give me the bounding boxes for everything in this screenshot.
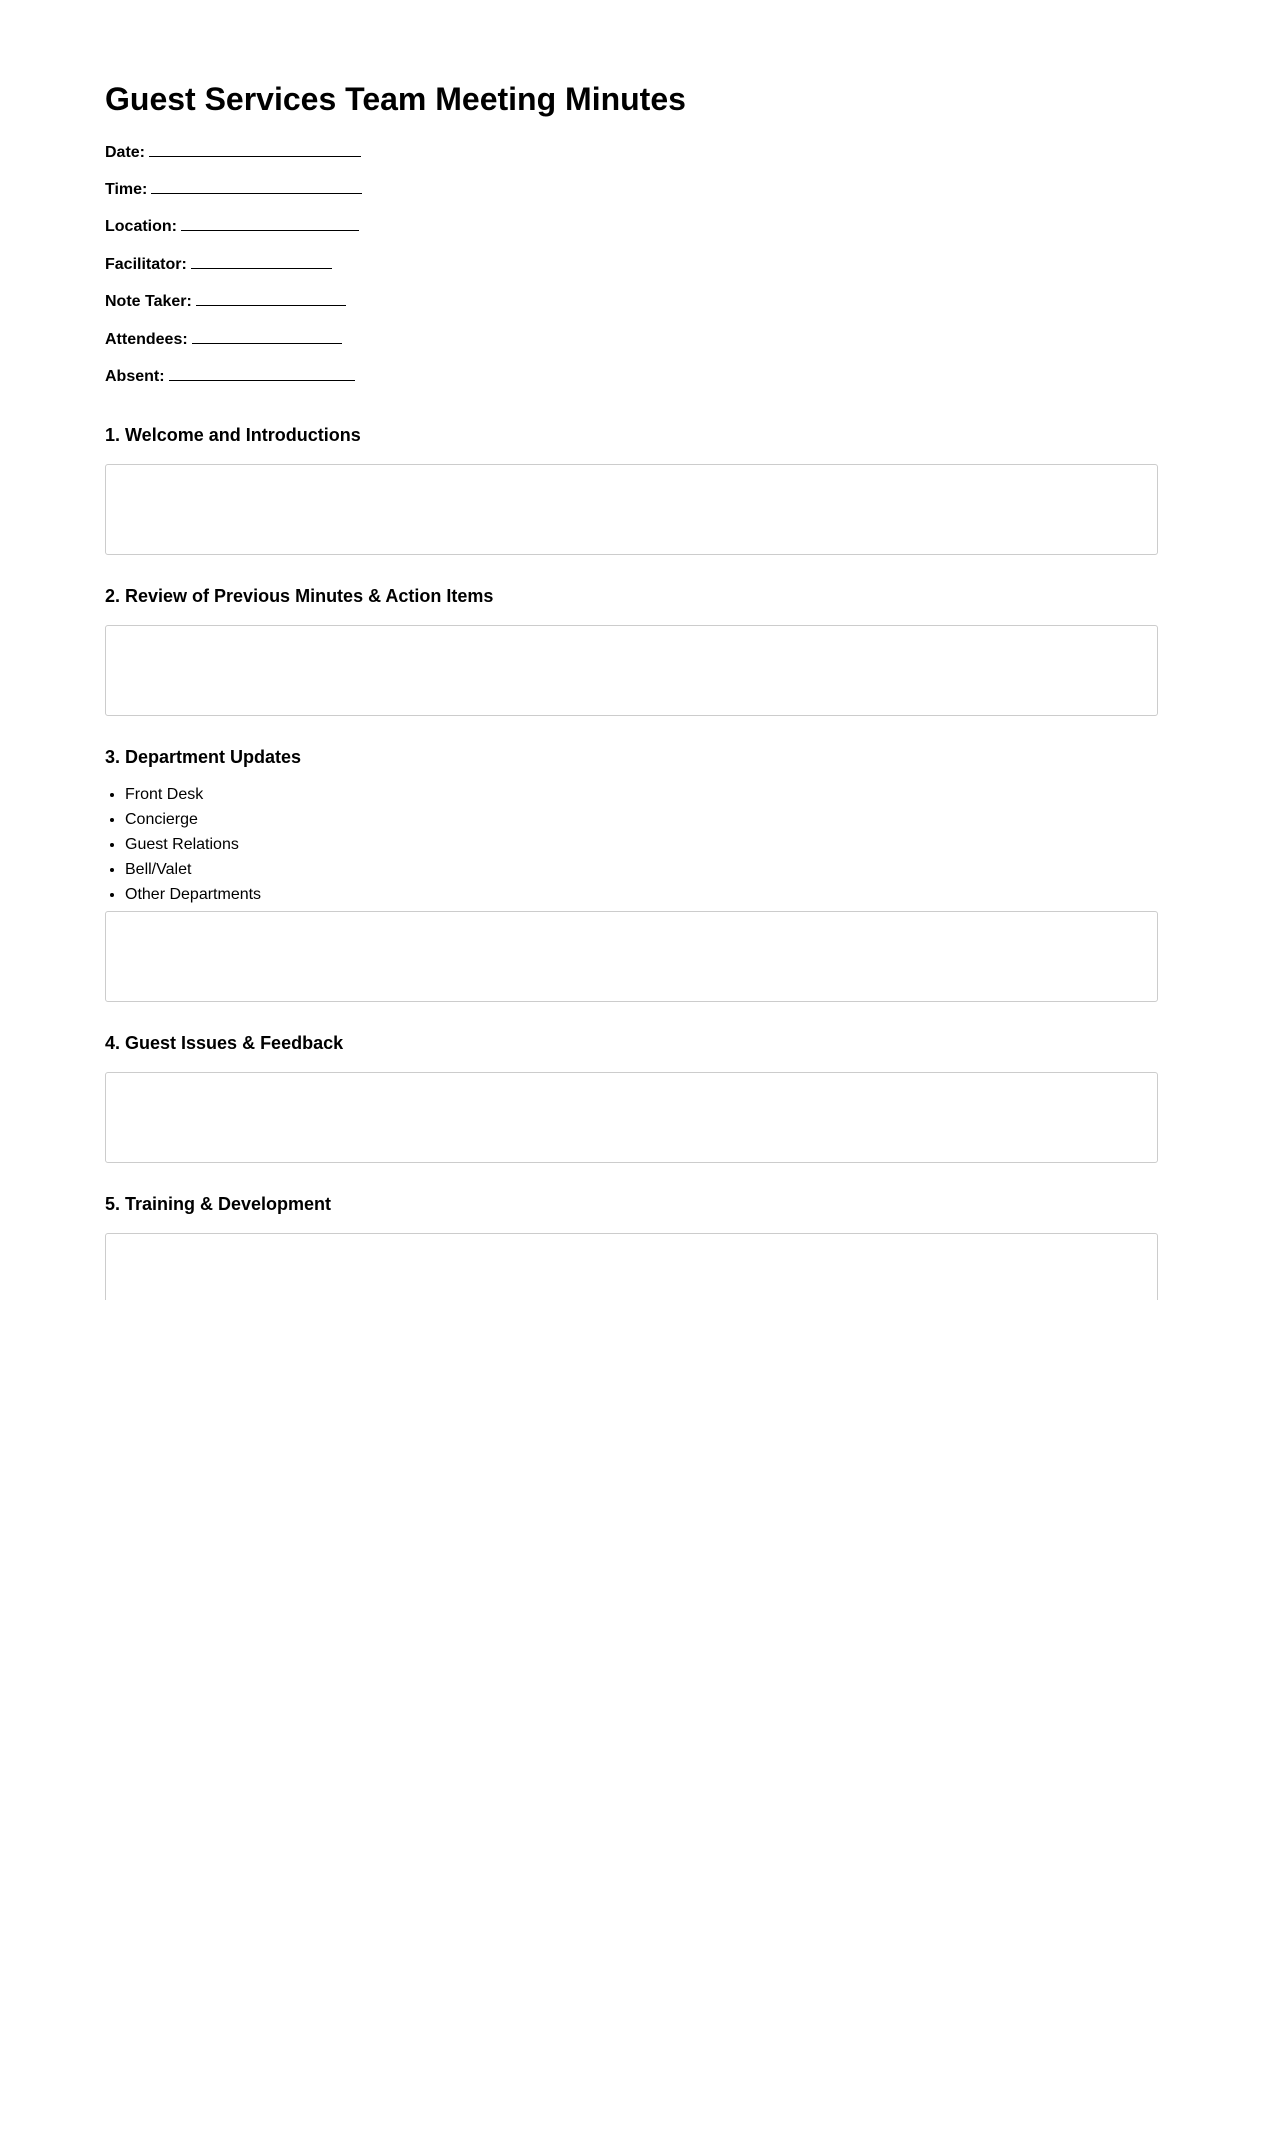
department-updates-notes-box[interactable]	[105, 911, 1158, 1002]
department-item-front-desk: • Front Desk	[125, 782, 261, 807]
location-label: Location:	[105, 218, 177, 235]
guest-issues-notes-box[interactable]	[105, 1072, 1158, 1163]
section-heading-training: 5. Training & Development	[105, 1194, 332, 1214]
department-item-other: • Other Departments	[125, 882, 261, 907]
department-item-concierge: • Concierge	[125, 807, 261, 832]
absent-input-line[interactable]	[169, 366, 355, 381]
page-title: Guest Services Team Meeting Minutes	[105, 81, 686, 117]
attendees-label: Attendees:	[105, 331, 188, 348]
welcome-notes-box[interactable]	[105, 464, 1158, 555]
department-list	[105, 782, 261, 907]
location-field[interactable]	[105, 216, 359, 237]
section-heading-welcome: 1. Welcome and Introductions	[105, 425, 361, 445]
section-heading-guest-issues: 4. Guest Issues & Feedback	[105, 1033, 344, 1053]
date-field[interactable]	[105, 142, 361, 163]
section-heading-department-updates: 3. Department Updates	[105, 747, 302, 767]
time-label: Time:	[105, 181, 148, 198]
note-taker-field[interactable]	[105, 291, 346, 312]
section-heading-previous-minutes: 2. Review of Previous Minutes & Action Items	[105, 586, 494, 606]
note-taker-input-line[interactable]	[196, 291, 346, 306]
date-label: Date:	[105, 144, 146, 161]
facilitator-input-line[interactable]	[191, 254, 332, 269]
previous-minutes-notes-box[interactable]	[105, 625, 1158, 716]
facilitator-label: Facilitator:	[105, 256, 187, 273]
department-item-bell-valet: • Bell/Valet	[125, 857, 261, 882]
attendees-field[interactable]	[105, 329, 342, 350]
facilitator-field[interactable]	[105, 254, 332, 275]
time-input-line[interactable]	[151, 179, 362, 194]
absent-label: Absent:	[105, 368, 165, 385]
time-field[interactable]	[105, 179, 362, 200]
note-taker-label: Note Taker:	[105, 293, 192, 310]
department-item-guest-relations: • Guest Relations	[125, 832, 261, 857]
attendees-input-line[interactable]	[192, 329, 342, 344]
date-input-line[interactable]	[149, 142, 361, 157]
training-notes-box[interactable]	[105, 1233, 1158, 1300]
location-input-line[interactable]	[181, 216, 359, 231]
absent-field[interactable]	[105, 366, 355, 387]
